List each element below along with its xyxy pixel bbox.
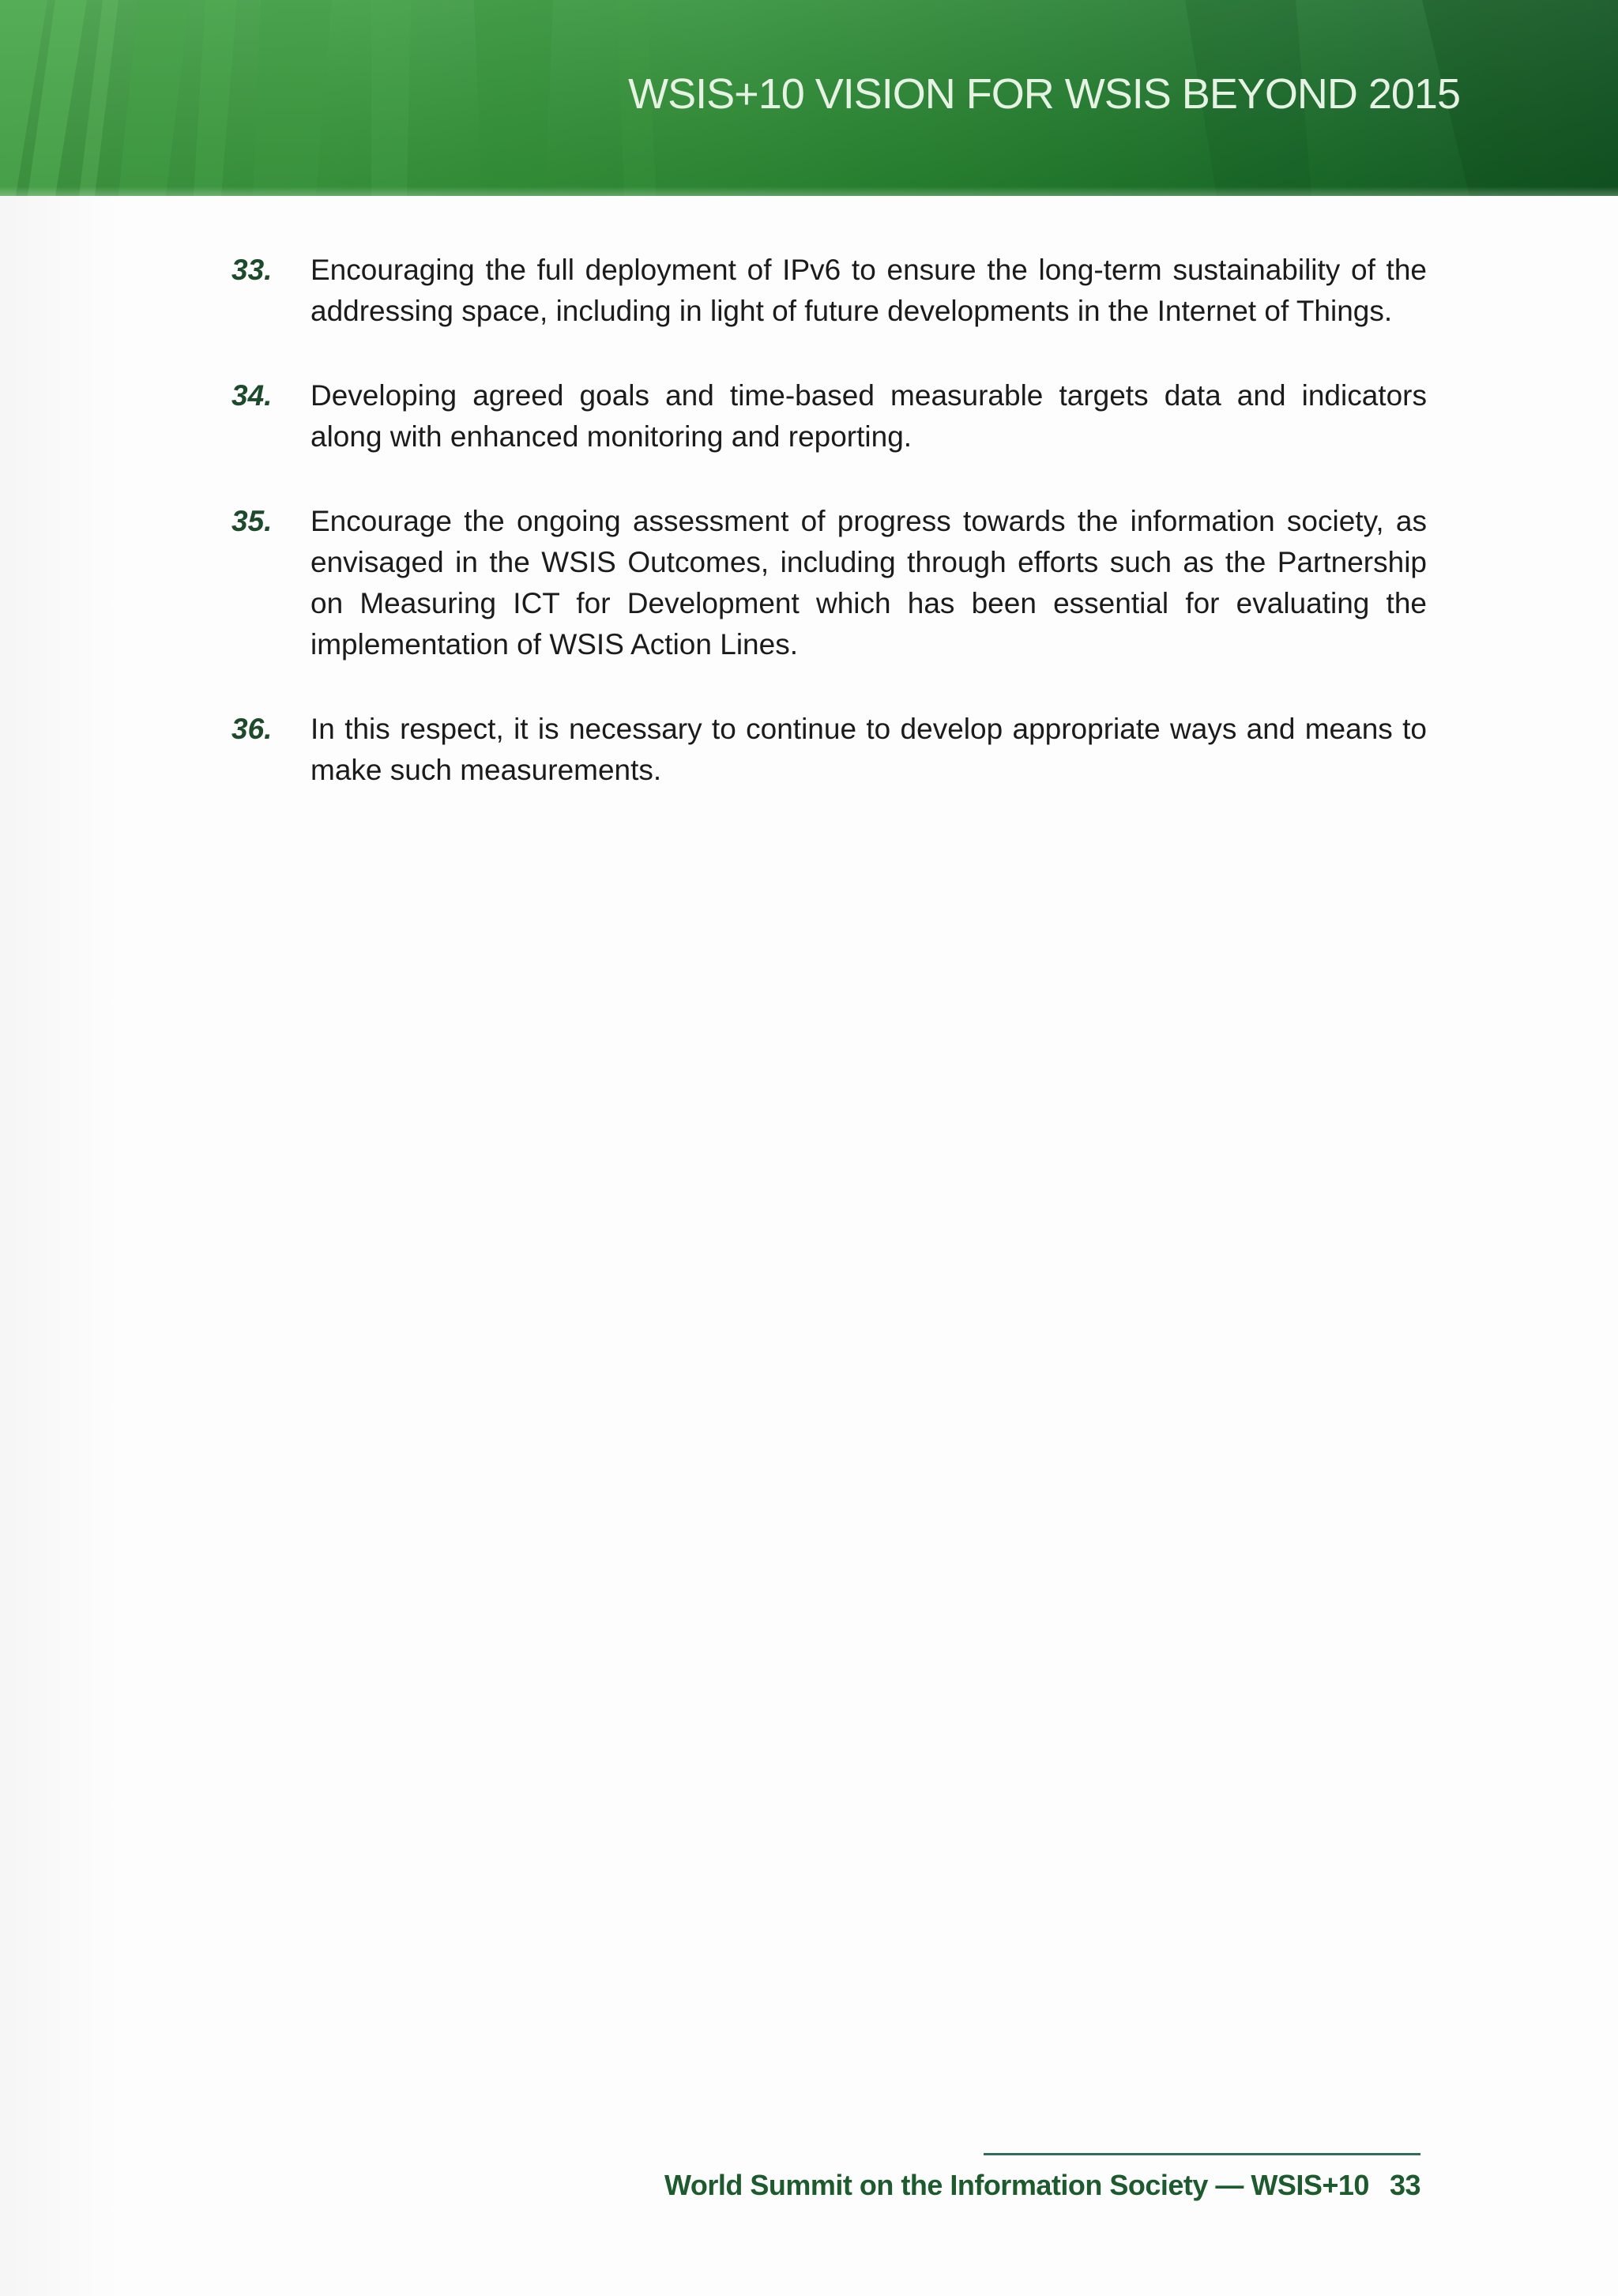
paragraph-text: Encourage the ongoing assessment of progress towards the information society, as envisaged in the WSIS Outcomes, including through efforts such as the Partnership on Measuring ICT for Development which has been essential for evaluating the implementation of WSIS Action Lines. (310, 505, 1427, 661)
header-title: WSIS+10 VISION FOR WSIS BEYOND 2015 (628, 70, 1460, 118)
paragraph-item (231, 501, 1427, 665)
paragraph-item (231, 375, 1427, 457)
paragraph-item (231, 250, 1427, 332)
footer-publication-title: World Summit on the Information Society — WSIS+10 (664, 2169, 1369, 2201)
paragraph-text: Encouraging the full deployment of IPv6 to ensure the long-term sustainability of the addressing space, including in light of future developments in the Internet of Things. (310, 254, 1427, 327)
paragraph-text: In this respect, it is necessary to continue to develop appropriate ways and means to make such measurements. (310, 713, 1427, 786)
page-number: 33 (1389, 2169, 1420, 2201)
header-banner (0, 0, 1618, 196)
paragraph-number: 34. (231, 379, 273, 412)
page-footer (664, 2169, 1420, 2202)
numbered-paragraph-list (231, 250, 1427, 834)
side-shading (0, 196, 119, 2296)
paragraph-number: 33. (231, 254, 273, 286)
paragraph-number: 36. (231, 713, 273, 745)
banner-bottom-fade (0, 186, 1618, 196)
paragraph-item (231, 709, 1427, 791)
paragraph-text: Developing agreed goals and time-based measurable targets data and indicators along with enhanced monitoring and reporting. (310, 379, 1427, 453)
footer-divider (984, 2153, 1420, 2155)
paragraph-number: 35. (231, 505, 273, 537)
